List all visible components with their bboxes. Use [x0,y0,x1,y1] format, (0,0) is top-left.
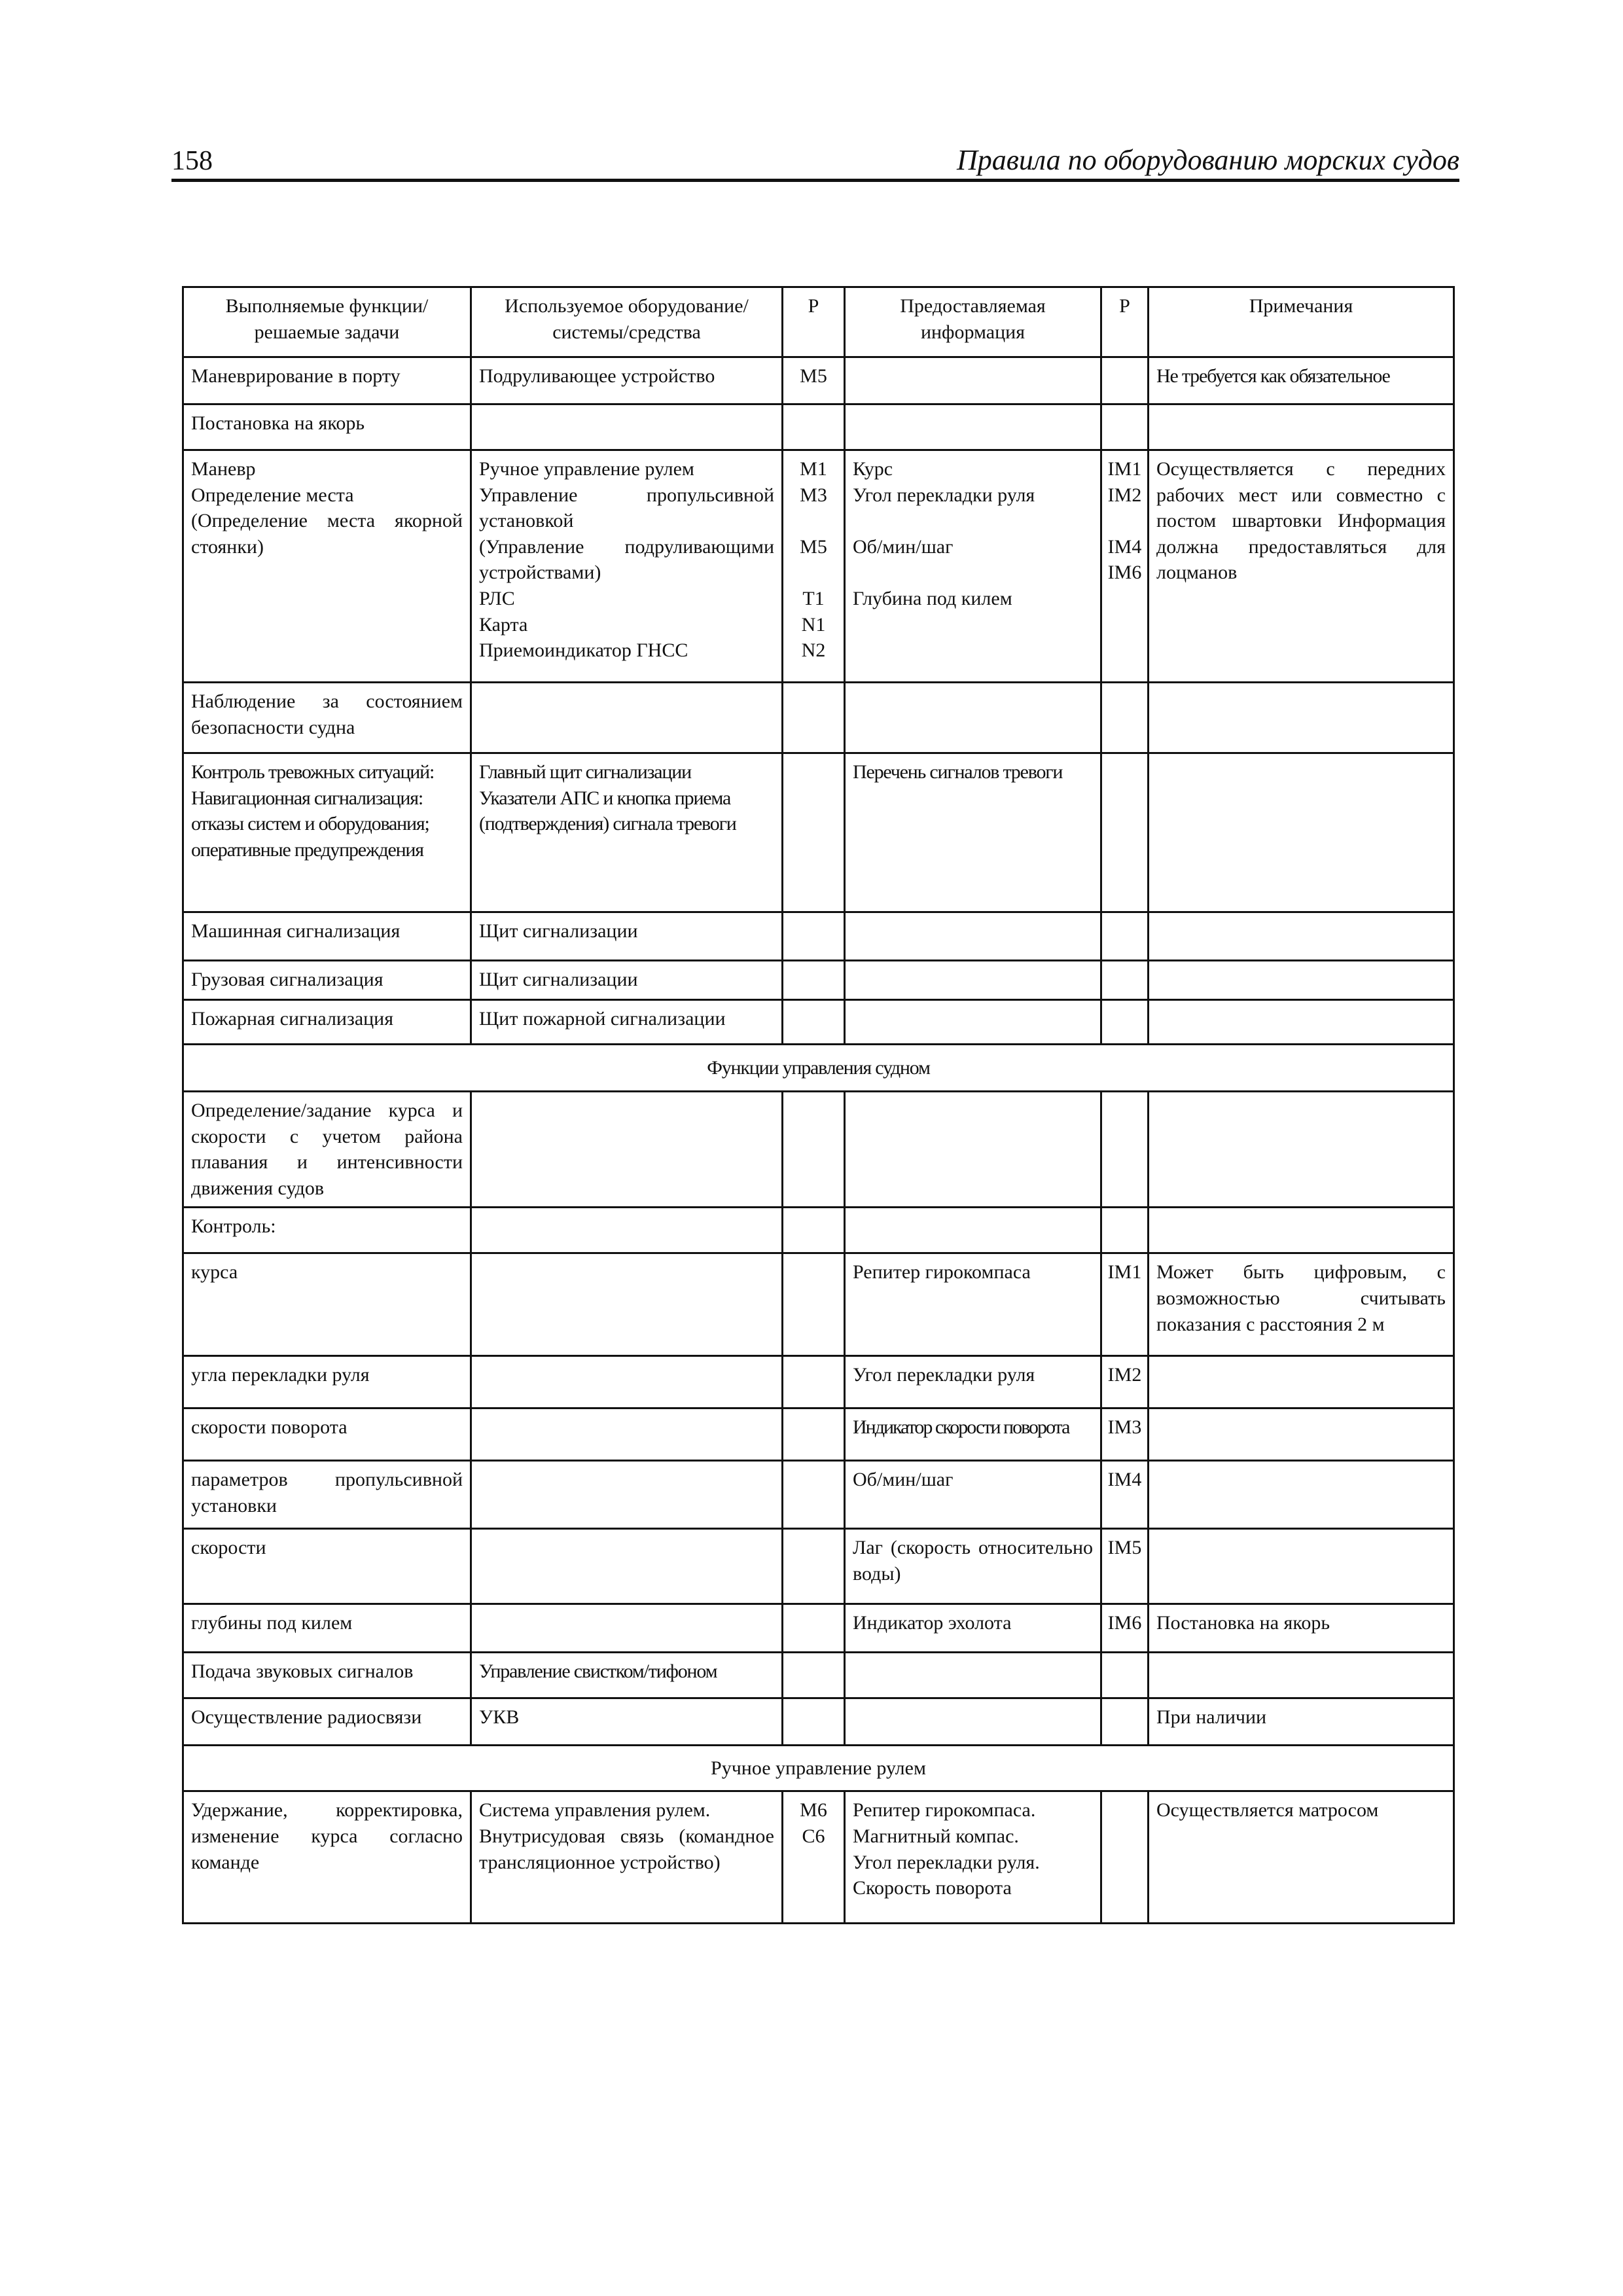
cell-info: Об/мин/шаг [845,1461,1101,1529]
cell-equipment [471,1408,783,1461]
cell-p1: М6 С6 [783,1791,845,1924]
cell-info: Индикатор скорости поворота [845,1408,1101,1461]
cell-note: При наличии [1149,1698,1454,1746]
cell-equipment: Ручное управление рулем Управление пропульсивной установкой (Управление подруливающими устройствами) РЛС Карта Приемоиндикатор ГНСС [471,450,783,683]
table-row [183,1604,1454,1653]
cell-function: Маневрирование в порту [183,357,471,404]
cell-function: Грузовая сигнализация [183,961,471,1000]
cell-info [845,961,1101,1000]
cell-equipment: Управление свистком/тифоном [471,1653,783,1698]
cell-equipment [471,1253,783,1356]
cell-function: глубины под килем [183,1604,471,1653]
cell-info [845,357,1101,404]
cell-note [1149,1356,1454,1408]
table-row [183,961,1454,1000]
cell-p1 [783,1092,845,1208]
table-row [183,1653,1454,1698]
page-number: 158 [171,146,213,176]
table-row [183,1408,1454,1461]
cell-equipment: Щит сигнализации [471,961,783,1000]
table-row [183,753,1454,912]
table-row [183,1000,1454,1045]
cell-info [845,1092,1101,1208]
cell-info [845,404,1101,450]
cell-p1 [783,404,845,450]
cell-note [1149,1000,1454,1045]
cell-function: параметров пропульсивной установки [183,1461,471,1529]
cell-function: Машинная сигнализация [183,912,471,961]
table-row [183,357,1454,404]
cell-p2: IM5 [1101,1529,1149,1604]
cell-note [1149,912,1454,961]
cell-equipment [471,1092,783,1208]
cell-p1 [783,1698,845,1746]
page-header [171,143,1459,182]
cell-function: курса [183,1253,471,1356]
cell-function: Определение/задание курса и скорости с учетом района плавания и интенсивности движения судов [183,1092,471,1208]
cell-function: Удержание, корректировка, изменение курса согласно команде [183,1791,471,1924]
section-row [183,1045,1454,1092]
cell-p1 [783,753,845,912]
cell-note: Осуществляется матросом [1149,1791,1454,1924]
header-notes: Примечания [1149,287,1454,357]
cell-p1 [783,1408,845,1461]
cell-p1 [783,1356,845,1408]
header-p1: Р [783,287,845,357]
cell-p1 [783,1529,845,1604]
cell-note [1149,1208,1454,1253]
header-equipment: Используемое оборудование/ системы/средства [471,287,783,357]
cell-p1 [783,912,845,961]
cell-equipment [471,1461,783,1529]
cell-note [1149,961,1454,1000]
cell-p2 [1101,357,1149,404]
cell-equipment [471,1604,783,1653]
cell-p1 [783,1604,845,1653]
table-row [183,1791,1454,1924]
table-row [183,683,1454,753]
cell-p1 [783,1653,845,1698]
table-row [183,1253,1454,1356]
cell-function: Маневр Определение места (Определение места якорной стоянки) [183,450,471,683]
table-row [183,404,1454,450]
cell-function: Постановка на якорь [183,404,471,450]
cell-p2 [1101,1092,1149,1208]
cell-function: скорости [183,1529,471,1604]
cell-equipment [471,1208,783,1253]
cell-equipment: УКВ [471,1698,783,1746]
section-heading: Функции управления судном [183,1045,1454,1092]
cell-equipment: Подруливающее устройство [471,357,783,404]
cell-function: Подача звуковых сигналов [183,1653,471,1698]
table-row [183,1529,1454,1604]
cell-p1 [783,1000,845,1045]
cell-note [1149,1529,1454,1604]
cell-p2 [1101,1653,1149,1698]
cell-p1: М5 [783,357,845,404]
cell-p2 [1101,683,1149,753]
cell-info: Лаг (скорость относительно воды) [845,1529,1101,1604]
cell-p2: IM3 [1101,1408,1149,1461]
cell-info [845,1653,1101,1698]
cell-p2 [1101,1208,1149,1253]
running-title: Правила по оборудованию морских судов [956,144,1459,176]
cell-p2: IM6 [1101,1604,1149,1653]
cell-note: Постановка на якорь [1149,1604,1454,1653]
cell-function: Осуществление радиосвязи [183,1698,471,1746]
cell-function: Пожарная сигнализация [183,1000,471,1045]
cell-note: Может быть цифровым, с возможностью считывать показания с расстояния 2 м [1149,1253,1454,1356]
cell-p2 [1101,1791,1149,1924]
cell-equipment: Щит пожарной сигнализации [471,1000,783,1045]
cell-info: Перечень сигналов тревоги [845,753,1101,912]
cell-p2: IM4 [1101,1461,1149,1529]
cell-function: угла перекладки руля [183,1356,471,1408]
cell-p2: IM1 IM2 IM4 IM6 [1101,450,1149,683]
cell-note [1149,1408,1454,1461]
cell-info: Индикатор эхолота [845,1604,1101,1653]
cell-info: Репитер гирокомпаса [845,1253,1101,1356]
cell-equipment: Система управления рулем. Внутрисудовая связь (командное трансляционное устройство) [471,1791,783,1924]
cell-p2 [1101,912,1149,961]
cell-p2 [1101,753,1149,912]
header-p2: Р [1101,287,1149,357]
cell-info [845,683,1101,753]
cell-equipment [471,404,783,450]
cell-p2 [1101,961,1149,1000]
cell-note [1149,404,1454,450]
cell-p2 [1101,1000,1149,1045]
cell-function: скорости поворота [183,1408,471,1461]
cell-info [845,1000,1101,1045]
equipment-table [182,286,1455,1924]
table-row [183,1356,1454,1408]
cell-p1 [783,1253,845,1356]
table-row [183,912,1454,961]
cell-p2: IM1 [1101,1253,1149,1356]
cell-note: Осуществляется с передних рабочих мест или совместно с постом швартовки Информация должна предоставляться для лоцманов [1149,450,1454,683]
cell-info: Курс Угол перекладки руля Об/мин/шаг Глубина под килем [845,450,1101,683]
cell-equipment [471,683,783,753]
cell-info: Угол перекладки руля [845,1356,1101,1408]
cell-info: Репитер гирокомпаса. Магнитный компас. Угол перекладки руля. Скорость поворота [845,1791,1101,1924]
header-rule [171,179,1459,182]
table-row [183,1698,1454,1746]
cell-p1 [783,961,845,1000]
cell-note [1149,1461,1454,1529]
cell-function: Контроль: [183,1208,471,1253]
table-header-row [183,287,1454,357]
cell-p2: IM2 [1101,1356,1149,1408]
cell-function: Наблюдение за состоянием безопасности судна [183,683,471,753]
cell-info [845,1208,1101,1253]
cell-p1 [783,1208,845,1253]
cell-equipment: Главный щит сигнализации Указатели АПС и кнопка приема (подтверждения) сигнала тревоги [471,753,783,912]
cell-note [1149,1092,1454,1208]
section-heading: Ручное управление рулем [183,1746,1454,1791]
cell-p1: М1 М3 М5 Т1 N1 N2 [783,450,845,683]
cell-note: Не требуется как обязательное [1149,357,1454,404]
cell-equipment [471,1529,783,1604]
cell-note [1149,683,1454,753]
header-functions: Выполняемые функции/ решаемые задачи [183,287,471,357]
cell-p2 [1101,404,1149,450]
cell-p1 [783,683,845,753]
cell-p1 [783,1461,845,1529]
cell-info [845,1698,1101,1746]
cell-equipment [471,1356,783,1408]
section-row [183,1746,1454,1791]
cell-note [1149,753,1454,912]
table-row [183,1461,1454,1529]
cell-equipment: Щит сигнализации [471,912,783,961]
table-row [183,450,1454,683]
header-info: Предоставляемая информация [845,287,1101,357]
table-row [183,1092,1454,1208]
cell-info [845,912,1101,961]
cell-function: Контроль тревожных ситуаций: Навигационная сигнализация: отказы систем и оборудования; оперативные предупреждения [183,753,471,912]
cell-note [1149,1653,1454,1698]
table-row [183,1208,1454,1253]
cell-p2 [1101,1698,1149,1746]
